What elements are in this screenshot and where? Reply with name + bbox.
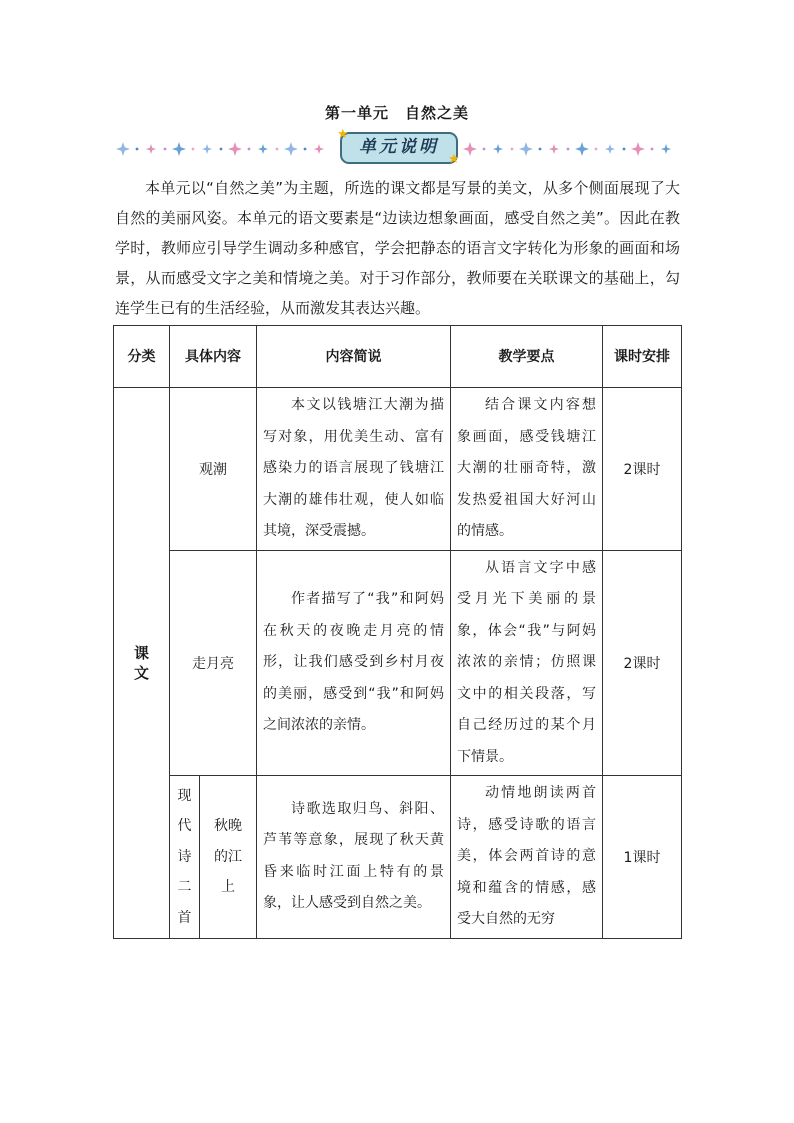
sparkle-icon xyxy=(116,142,130,156)
sparkle-dot xyxy=(539,148,542,151)
badge-label: 单元说明 xyxy=(359,137,439,157)
sparkle-dot xyxy=(136,148,139,151)
unit-explanation-badge xyxy=(340,132,458,164)
header-summary: 内容简说 xyxy=(257,326,451,388)
hours-cell: 2课时 xyxy=(603,550,682,776)
sparkle-dot xyxy=(651,148,654,151)
sparkle-dot xyxy=(304,148,307,151)
sparkle-icon xyxy=(631,142,645,156)
header-class-hours: 课时安排 xyxy=(603,326,682,388)
sparkle-icon xyxy=(146,144,156,154)
points-cell xyxy=(451,550,603,776)
unit-banner xyxy=(115,127,680,170)
sparkle-icon xyxy=(228,142,242,156)
hours-cell: 1课时 xyxy=(603,776,682,939)
sparkle-icon xyxy=(493,144,503,154)
content-cell xyxy=(200,776,257,939)
sparkle-dot xyxy=(164,148,167,151)
hours-cell: 2课时 xyxy=(603,388,682,551)
page-title: 第一单元 自然之美 xyxy=(324,104,469,122)
group-cell xyxy=(170,776,200,939)
unit-intro-paragraph: 本单元以“自然之美”为主题，所选的课文都是写景的美文，从多个侧面展现了大自然的美丽风姿。本单元的语文要素是“边读边想象画面，感受自然之美”。因此在教学时，教师应引导学生调动多种感官，学会把静态的语言文字转化为形象的画面和场景，从而感受文字之美和情境之美。对于习作部分，教师要在关联课文的基础上，勾连学生已有的生活经验，从而激发其表达兴趣。 xyxy=(115,179,680,317)
star-icon: ★ xyxy=(448,152,460,167)
sparkle-dot xyxy=(192,148,195,151)
sparkle-icon xyxy=(605,144,615,154)
sparkle-icon xyxy=(202,144,212,154)
lesson-table xyxy=(113,325,682,939)
header-teaching-points: 教学要点 xyxy=(451,326,603,388)
summary-text: 诗歌选取归鸟、斜阳、芦苇等意象，展现了秋天黄昏来临时江面上特有的景象，让人感受到自然之美。 xyxy=(263,800,444,912)
sparkle-icon xyxy=(575,142,589,156)
category-cell xyxy=(114,388,170,939)
points-text: 结合课文内容想象画面，感受钱塘江大潮的壮丽奇特，激发热爱祖国大好河山的情感。 xyxy=(457,397,596,539)
summary-cell xyxy=(257,550,451,776)
sparkle-dot xyxy=(567,148,570,151)
summary-text: 作者描写了“我”和阿妈在秋天的夜晚走月亮的情形，让我们感受到乡村月夜的美丽，感受到“我”和阿妈之间浓浓的亲情。 xyxy=(263,591,444,733)
sparkle-dot xyxy=(511,148,514,151)
content-label: 秋晚的江上 xyxy=(214,818,242,895)
sparkle-dot xyxy=(483,148,486,151)
sparkle-dot xyxy=(220,148,223,151)
sparkle-icon xyxy=(549,144,559,154)
content-cell: 走月亮 xyxy=(170,550,257,776)
sparkle-dot xyxy=(623,148,626,151)
header-content: 具体内容 xyxy=(170,326,257,388)
content-cell: 观潮 xyxy=(170,388,257,551)
sparkle-icon xyxy=(258,144,268,154)
points-cell xyxy=(451,388,603,551)
summary-cell xyxy=(257,776,451,939)
sparkle-icon xyxy=(661,144,671,154)
sparkle-dot xyxy=(276,148,279,151)
table-row xyxy=(114,776,682,939)
points-cell xyxy=(451,776,603,939)
header-category: 分类 xyxy=(114,326,170,388)
table-row xyxy=(114,388,682,551)
table-row xyxy=(114,550,682,776)
sparkle-dot xyxy=(595,148,598,151)
sparkle-icon xyxy=(172,142,186,156)
points-text: 动情地朗读两首诗，感受诗歌的语言美，体会两首诗的意境和蕴含的情感，感受大自然的无穷 xyxy=(457,785,596,927)
points-text: 从语言文字中感受月光下美丽的景象，体会“我”与阿妈浓浓的亲情；仿照课文中的相关段落，写自己经历过的某个月下情景。 xyxy=(457,559,596,765)
star-icon: ★ xyxy=(337,127,349,142)
group-label: 现代诗二首 xyxy=(177,787,192,926)
sparkle-icon xyxy=(463,142,477,156)
summary-cell xyxy=(257,388,451,551)
sparkle-icon xyxy=(519,142,533,156)
sparkle-icon xyxy=(314,144,324,154)
category-label: 课文 xyxy=(134,643,150,682)
summary-text: 本文以钱塘江大潮为描写对象，用优美生动、富有感染力的语言展现了钱塘江大潮的雄伟壮观，使人如临其境，深受震撼。 xyxy=(263,397,444,539)
sparkle-dot xyxy=(248,148,251,151)
table-header-row xyxy=(114,326,682,388)
sparkle-icon xyxy=(284,142,298,156)
